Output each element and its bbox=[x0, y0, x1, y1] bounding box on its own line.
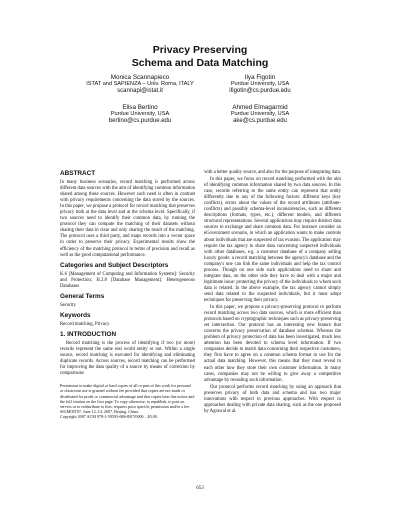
author-affiliation: Purdue University, USA bbox=[110, 111, 170, 117]
author-name: Monica Scannapieco bbox=[110, 74, 170, 81]
title-line-2: Schema and Data Matching bbox=[131, 57, 269, 69]
introduction-paragraph: Record matching is the process of identifying if two (or more) records represent the same real world entity or not. Within a single source, record matching is executed for identifying and eliminating duplicate records. Across sources, record matching can be performed for improving the data quality of a source by means of correction by comparisons bbox=[60, 340, 195, 377]
right-column bbox=[204, 170, 341, 416]
body-paragraph: Our protocol performs record matching by using an approach that preserves privacy of both data and schema and has two major innovations with respect to previous approaches. With respect to approaches dealing with private data sharing, such as the one proposed by Agrawal et al. bbox=[204, 384, 341, 414]
author-email[interactable]: ake@cs.purdue.edu bbox=[233, 118, 287, 124]
author-name: Ilya Figotin bbox=[244, 74, 276, 81]
categories-text: K.6 [Management of Computing and Information Systems]: Security and Protection; H.2.8 [Database Management]: Heterogeneous Databases bbox=[60, 271, 195, 289]
author-block-4 bbox=[190, 104, 330, 125]
body-paragraph: with a better quality source, and also for the purpose of integrating data. bbox=[204, 170, 341, 175]
general-terms-text: Security bbox=[60, 302, 76, 308]
author-affiliation: Purdue University, USA bbox=[230, 111, 290, 117]
author-name: Elisa Bertino bbox=[122, 104, 158, 111]
page-number: 653 bbox=[196, 486, 204, 491]
conference-info: SIGMOD'07, June 12–14, 2007, Beijing, China. bbox=[60, 409, 139, 415]
author-affiliation: Purdue University, USA bbox=[230, 81, 290, 87]
author-email[interactable]: ifigotin@cs.purdue.edu bbox=[229, 88, 291, 94]
author-block-2 bbox=[190, 74, 330, 95]
general-terms-heading: General Terms bbox=[60, 292, 105, 300]
introduction-heading: 1. INTRODUCTION bbox=[60, 330, 117, 338]
copyright-info: Copyright 2007 ACM 978-1-59593-686-8/07/0006 ...$5.00. bbox=[60, 414, 158, 420]
keywords-text: Record matching, Privacy bbox=[60, 321, 110, 327]
title-line-1: Privacy Preserving bbox=[152, 44, 248, 56]
left-column bbox=[60, 170, 195, 420]
abstract-text: In many business scenarios, record matching is performed across different data sources with the aim of identifying common information shared among these sources. However such need is often in contrast with privacy requirements concerning the data stored by the sources. In this paper, we propose a protocol for record matching that preserves privacy both at the data level and at the schema level. Specifically, if two sources need to identify their common data, by running the protocol they can compute the matching of their datasets without sharing their data in clear and only sharing the result of the matching. The protocol uses a third party, and maps records into a vector space in order to preserve their privacy. Experimental results show the efficiency of the matching protocol in terms of precision and recall as well as the good computational performance. bbox=[60, 180, 195, 258]
author-email[interactable]: scannapi@istat.it bbox=[117, 88, 163, 94]
body-paragraph: In this paper, we focus on record matching performed with the aim of identifying common information shared by two data sources. In this case, records referring to the same entity can represent that entity differently due to any of the following factors: different keys (key conflicts), errors about the values of the record attributes (attribute-conflicts) and possibly schema-level inconsistencies, such as different descriptions (formats, types, etc.), different models, and different structural representations. Several applications may require distinct data sources to exchange and share common data. For instance consider an eGovernment scenario, in which an application wants to make controls about individuals that are suspected of tax evasion. The application may require the tax agency to share data concerning suspected individuals with other databases, e.g. a customer database of a company selling luxury goods: a record matching between the agency's database and the company's one can link the same individuals and help the tax control process. Though on one side such applications need to share and integrate data, on the other side they have to deal with a major and legitimate issue: protecting the privacy of the individuals to whom such data is related. In the above example, the tax agency cannot simply send data related to the suspected individuals, but it must adopt techniques for preserving their privacy. bbox=[204, 177, 341, 303]
keywords-heading: Keywords bbox=[60, 311, 91, 319]
author-affiliation: ISTAT and SAPIENZA – Univ. Roma, ITALY bbox=[86, 81, 194, 87]
author-block-1 bbox=[70, 74, 210, 95]
body-paragraph: In this paper, we propose a privacy-preserving protocol to perform record matching across two data sources, which is more efficient than protocols based on cryptographic techniques such as privacy-preserving set intersection. Our protocol has an interesting new feature that concerns the privacy preservation of database schemas. Whereas the problem of privacy protection of data has been investigated, much less attention has been devoted to schema level information. If two companies decide to match data concerning their respective customers, they first have to agree on a common schema format to use for the actual data matching. However, this means that they must reveal to each other how they store their own customer information. In many cases, companies may not be willing to give away a competitive advantage by revealing such information. bbox=[204, 305, 341, 383]
abstract-heading: ABSTRACT bbox=[60, 170, 96, 177]
permission-text: Permission to make digital or hard copies of all or part of this work for personal or classroom use is granted without fee provided that copies are not made or distributed for profit or commercial advantage and that copies bear this notice and the full citation on the first page. To copy otherwise, to republish, to post on servers or to redistribute to lists, requires prior specific permission and/or a fee. bbox=[60, 383, 195, 409]
categories-heading: Categories and Subject Descriptors bbox=[60, 261, 169, 269]
author-block-3 bbox=[70, 104, 210, 125]
permission-notice bbox=[60, 383, 195, 419]
paper-title bbox=[0, 44, 400, 70]
author-email[interactable]: bertino@cs.purdue.edu bbox=[108, 118, 172, 124]
author-name: Ahmed Elmagarmid bbox=[232, 104, 288, 111]
